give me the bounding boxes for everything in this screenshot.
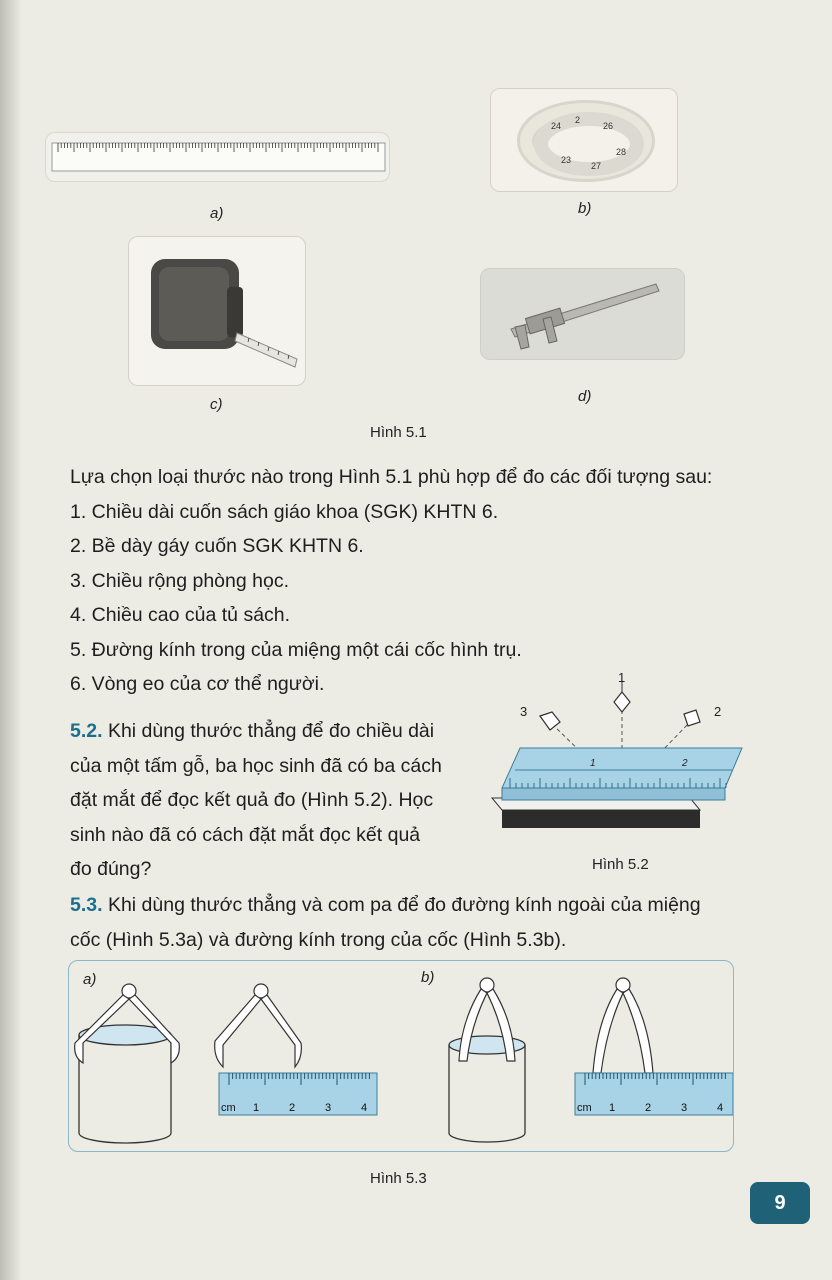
tape-measure-photo <box>490 88 678 192</box>
eye-positions-diagram <box>480 672 755 842</box>
svg-text:28: 28 <box>616 147 627 157</box>
eye-label: 3 <box>520 704 528 719</box>
ruler-tick-label: 4 <box>717 1102 724 1114</box>
vernier-caliper-image <box>481 269 685 360</box>
ruler-tick-label: 4 <box>361 1102 368 1114</box>
question-5-1-prompt: Lựa chọn loại thước nào trong Hình 5.1 phù hợp để đo các đối tượng sau: <box>70 466 713 488</box>
figure-5-2-title: Hình 5.2 <box>592 856 649 873</box>
svg-text:24: 24 <box>551 121 562 131</box>
ruler-unit: cm <box>221 1102 236 1114</box>
question-5-2-line: Khi dùng thước thẳng để đo chiều dài <box>107 720 435 742</box>
figure-5-1-title: Hình 5.1 <box>370 424 427 441</box>
figure-5-1-label-a: a) <box>210 205 224 222</box>
eye-label: 1 <box>618 672 626 685</box>
figure-5-1-label-c: c) <box>210 396 223 413</box>
question-5-1-item: 5. Đường kính trong của miệng một cái cốc hình trụ. <box>70 638 522 661</box>
question-5-2-line: đo đúng? <box>70 858 152 880</box>
figure-5-3-box <box>68 960 734 1152</box>
ruler-tick-label: 1 <box>609 1102 616 1114</box>
question-5-1-item: 6. Vòng eo của cơ thể người. <box>70 673 325 695</box>
ruler-photo <box>45 132 390 182</box>
svg-text:1: 1 <box>590 758 596 769</box>
figure-5-1-label-b: b) <box>578 200 592 217</box>
eye-icon <box>614 692 630 712</box>
question-5-2 <box>70 714 470 887</box>
eye-icon <box>540 712 560 730</box>
svg-text:2: 2 <box>575 115 581 125</box>
question-5-2-line: đặt mắt để đọc kết quả đo (Hình 5.2). Học <box>70 789 434 811</box>
svg-text:2: 2 <box>682 758 688 769</box>
question-5-3-line: Khi dùng thước thẳng và com pa để đo đường kính ngoài của miệng <box>107 894 701 916</box>
question-5-2-line: sinh nào đã có cách đặt mắt đọc kết quả <box>70 823 421 846</box>
figure-5-3-label-b: b) <box>421 969 435 986</box>
ruler-tick-label: 3 <box>681 1102 688 1114</box>
roll-tape-measure-image <box>129 237 306 386</box>
ruler-tick-label: 2 <box>289 1102 296 1114</box>
roll-tape-photo <box>128 236 306 386</box>
eye-icon <box>684 710 700 726</box>
question-5-1-item: 3. Chiều rộng phòng học. <box>70 569 289 592</box>
question-5-1-item: 4. Chiều cao của tủ sách. <box>70 604 291 626</box>
question-5-3-number: 5.3. <box>70 894 103 916</box>
soft-tape-measure-image <box>491 89 678 192</box>
ruler-unit: cm <box>577 1102 592 1114</box>
question-5-1 <box>70 460 770 702</box>
svg-text:26: 26 <box>603 121 614 131</box>
question-5-2-line: của một tấm gỗ, ba học sinh đã có ba cách <box>70 754 442 777</box>
eye-label: 2 <box>714 704 722 719</box>
figure-5-3-label-a: a) <box>83 971 97 988</box>
caliper-photo <box>480 268 685 360</box>
straight-ruler-image <box>46 133 390 182</box>
page-edge-shadow <box>0 0 22 1280</box>
question-5-3 <box>70 888 790 957</box>
svg-text:27: 27 <box>591 161 602 171</box>
svg-text:23: 23 <box>561 155 572 165</box>
figure-5-2 <box>480 672 755 842</box>
page-number-badge: 9 <box>750 1182 810 1224</box>
question-5-3-line: cốc (Hình 5.3a) và đường kính trong của cốc (Hình 5.3b). <box>70 928 567 951</box>
question-5-2-number: 5.2. <box>70 720 103 742</box>
ruler-tick-label: 1 <box>253 1102 260 1114</box>
ruler-tick-label: 3 <box>325 1102 332 1114</box>
question-5-1-item: 1. Chiều dài cuốn sách giáo khoa (SGK) KHTN 6. <box>70 500 499 523</box>
ruler-tick-label: 2 <box>645 1102 652 1114</box>
figure-5-1-label-d: d) <box>578 388 592 405</box>
figure-5-3-title: Hình 5.3 <box>370 1170 427 1187</box>
calipers-diagram <box>69 961 733 1151</box>
question-5-1-item: 2. Bề dày gáy cuốn SGK KHTN 6. <box>70 535 364 557</box>
